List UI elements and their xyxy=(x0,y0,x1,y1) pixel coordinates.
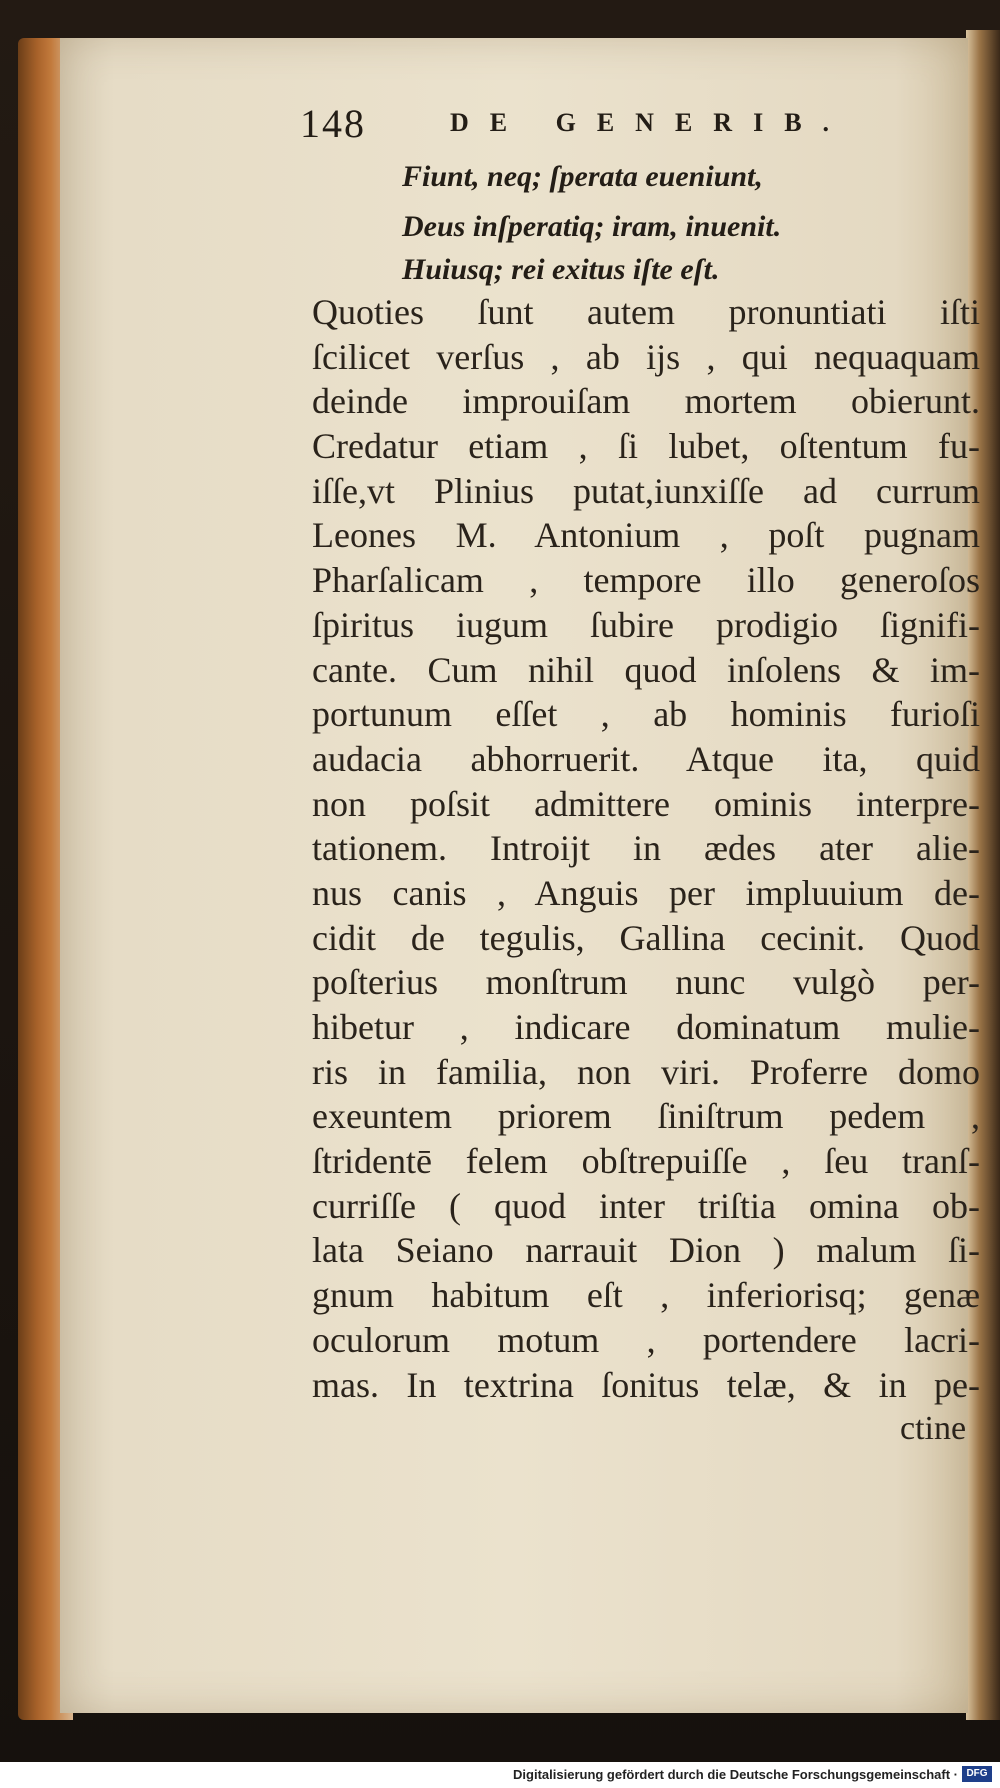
text-line: Pharſalicam , tempore illo generoſos xyxy=(312,560,980,601)
text-line: ſtridentē felem obſtrepuiſſe , ſeu tranſ- xyxy=(312,1141,980,1182)
text-line: oculorum motum , portendere lacri- xyxy=(312,1319,980,1360)
text-line: ris in familia, non viri. Proferre domo xyxy=(312,1051,980,1092)
text-line: iſſe,vt Plinius putat,iunxiſſe ad currum xyxy=(312,470,980,511)
text-line: nus canis , Anguis per impluuium de- xyxy=(312,872,980,913)
dfg-logo-icon: DFG xyxy=(962,1766,992,1782)
text-line: curriſſe ( quod inter triſtia omina ob- xyxy=(312,1185,980,1226)
text-line: ſpiritus iugum ſubire prodigio ſignifi- xyxy=(312,604,980,645)
text-line: non poſsit admittere ominis interpre- xyxy=(312,783,980,824)
page-header xyxy=(300,100,860,150)
text-line: hibetur , indicare dominatum mulie- xyxy=(312,1007,980,1047)
verse-line: Huiusq; rei exitus iſte eſt. xyxy=(402,253,720,286)
text-line: Credatur etiam , ſi lubet, oſtentum fu- xyxy=(312,426,980,467)
text-line: tationem. Introijt in ædes ater alie- xyxy=(312,828,980,869)
running-head: DE GENERIB. xyxy=(450,108,851,137)
text-line: portunum eſſet , ab hominis furioſi xyxy=(312,694,980,735)
text-line: audacia abhorruerit. Atque ita, quid xyxy=(312,738,980,779)
verse-line: Deus inſperatiq; iram, inuenit. xyxy=(402,210,782,243)
catchword: ctine xyxy=(900,1410,967,1447)
verse-line: Fiunt, neq; ſperata eueniunt, xyxy=(402,160,763,193)
text-line: gnum habitum eſt , inferiorisq; genæ xyxy=(312,1275,980,1316)
text-line: deinde improuiſam mortem obierunt. xyxy=(312,381,980,422)
text-line: lata Seiano narrauit Dion ) malum ſi- xyxy=(312,1230,980,1271)
footer-bar xyxy=(0,1762,1000,1788)
page-number: 148 xyxy=(300,101,366,146)
text-line: poſterius monſtrum nunc vulgò per- xyxy=(312,962,980,1003)
text-line: Leones M. Antonium , poſt pugnam xyxy=(312,515,980,556)
text-line: Quoties ſunt autem pronuntiati iſti xyxy=(312,292,980,332)
text-line: exeuntem priorem ſiniſtrum pedem , xyxy=(312,1096,980,1137)
text-line: ſcilicet verſus , ab ijs , qui nequaquam xyxy=(312,336,980,377)
text-line: cidit de tegulis, Gallina cecinit. Quod xyxy=(312,917,980,958)
text-line: mas. In textrina ſonitus telæ, & in pe- xyxy=(312,1364,980,1405)
body-text xyxy=(312,290,980,1407)
text-line: cante. Cum nihil quod inſolens & im- xyxy=(312,649,980,690)
funding-credit: Digitalisierung gefördert durch die Deutsche Forschungsgemeinschaft · xyxy=(513,1767,958,1782)
